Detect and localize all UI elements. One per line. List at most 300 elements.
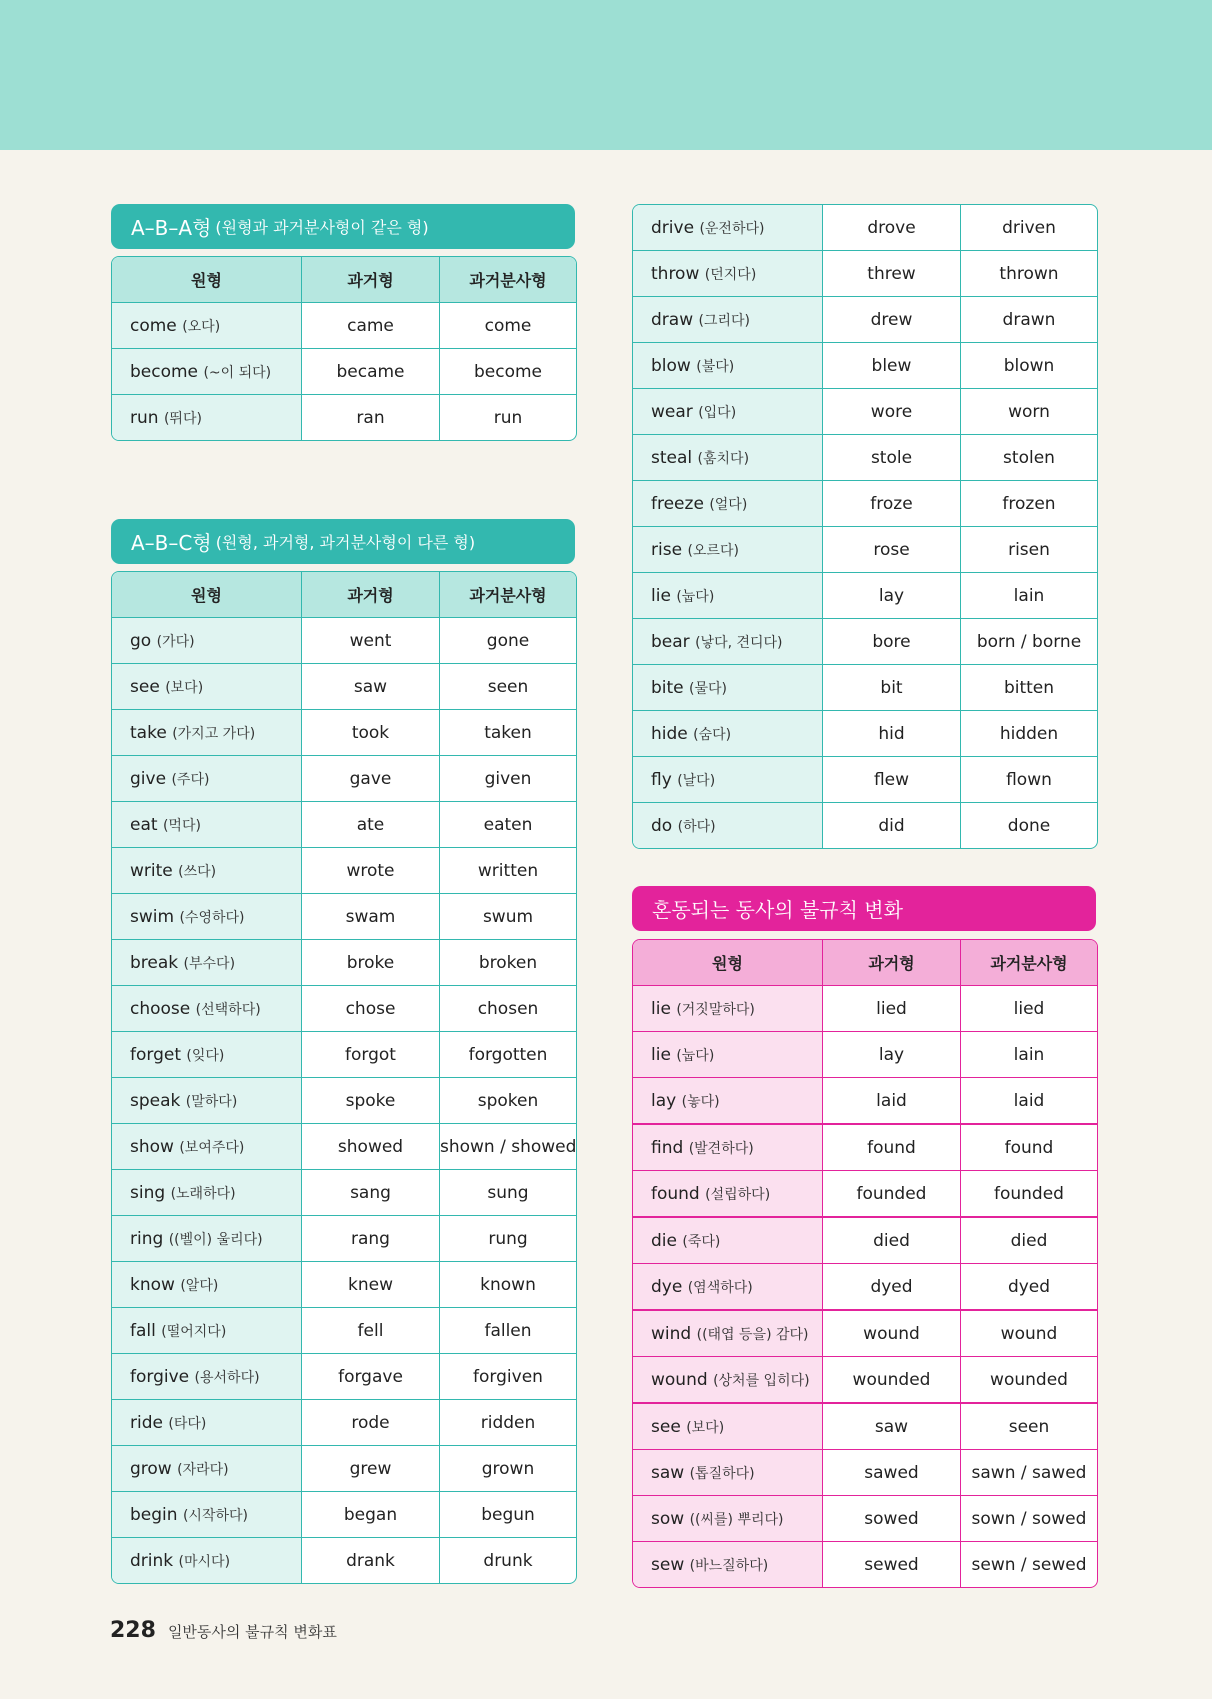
table-row	[633, 1263, 1097, 1309]
past-participle: begun	[439, 1491, 576, 1537]
past-form: chose	[301, 985, 439, 1031]
table-row	[633, 710, 1097, 756]
korean-meaning: (염색하다)	[687, 1279, 753, 1296]
korean-meaning: (먹다)	[162, 817, 201, 834]
base-form: know	[130, 1274, 175, 1295]
table-row	[112, 1307, 576, 1353]
table-row	[112, 302, 576, 348]
past-participle: drunk	[439, 1537, 576, 1583]
base-form: lie	[651, 1044, 671, 1065]
past-form: sang	[301, 1169, 439, 1215]
past-form: blew	[822, 342, 960, 388]
past-form: saw	[822, 1402, 960, 1449]
past-participle: flown	[960, 756, 1097, 802]
past-form: did	[822, 802, 960, 848]
top-banner	[0, 0, 1212, 150]
past-form: laid	[822, 1077, 960, 1123]
table-row	[633, 388, 1097, 434]
base-form: write	[130, 860, 173, 881]
past-form: wrote	[301, 847, 439, 893]
korean-meaning: (마시다)	[178, 1553, 231, 1570]
past-form: founded	[822, 1170, 960, 1216]
table-row	[112, 709, 576, 755]
table-row	[112, 1215, 576, 1261]
table-abc-continued	[632, 204, 1098, 849]
base-form-cell	[633, 572, 822, 618]
korean-meaning: (거짓말하다)	[676, 1001, 755, 1018]
korean-meaning: (하다)	[677, 818, 716, 835]
past-form: found	[822, 1123, 960, 1170]
base-form: rise	[651, 539, 683, 560]
table-row	[112, 893, 576, 939]
past-participle: dyed	[960, 1263, 1097, 1309]
base-form: draw	[651, 309, 694, 330]
table-row	[633, 985, 1097, 1031]
base-form-cell	[112, 1123, 301, 1169]
past-participle: worn	[960, 388, 1097, 434]
base-form: freeze	[651, 493, 704, 514]
past-form: forgave	[301, 1353, 439, 1399]
base-form: hide	[651, 723, 688, 744]
table-row	[633, 756, 1097, 802]
korean-meaning: (놓다)	[681, 1093, 720, 1110]
past-form: gave	[301, 755, 439, 801]
table-row	[112, 1261, 576, 1307]
past-form: bore	[822, 618, 960, 664]
base-form-cell	[633, 1170, 822, 1216]
base-form: find	[651, 1137, 684, 1158]
base-form-cell	[633, 250, 822, 296]
korean-meaning: (떨어지다)	[161, 1323, 227, 1340]
table-row	[112, 1399, 576, 1445]
base-form: bear	[651, 631, 690, 652]
table-row	[112, 939, 576, 985]
table-aba	[111, 256, 577, 441]
past-participle: forgotten	[439, 1031, 576, 1077]
base-form-cell	[112, 1491, 301, 1537]
base-form: die	[651, 1230, 677, 1251]
base-form-cell	[633, 802, 822, 848]
base-form-cell	[112, 801, 301, 847]
section-subtitle-abc: (원형, 과거형, 과거분사형이 다른 형)	[215, 533, 476, 552]
past-form: bit	[822, 664, 960, 710]
korean-meaning: (가지고 가다)	[172, 725, 256, 742]
past-participle: chosen	[439, 985, 576, 1031]
past-participle: found	[960, 1123, 1097, 1170]
base-form-cell	[112, 1307, 301, 1353]
table-row	[633, 572, 1097, 618]
table-row	[633, 802, 1097, 848]
past-form: rode	[301, 1399, 439, 1445]
header-base: 원형	[633, 940, 822, 985]
base-form-cell	[112, 663, 301, 709]
base-form-cell	[633, 342, 822, 388]
past-participle: lain	[960, 572, 1097, 618]
korean-meaning: (숨다)	[693, 726, 732, 743]
table-row	[112, 1491, 576, 1537]
base-form-cell	[633, 388, 822, 434]
base-form-cell	[112, 1215, 301, 1261]
past-form: sowed	[822, 1495, 960, 1541]
table-row	[112, 1353, 576, 1399]
past-form: became	[301, 348, 439, 394]
base-form-cell	[633, 1449, 822, 1495]
past-form: lay	[822, 1031, 960, 1077]
base-form-cell	[633, 480, 822, 526]
past-participle: sewn / sewed	[960, 1541, 1097, 1587]
past-participle: sung	[439, 1169, 576, 1215]
past-participle: drawn	[960, 296, 1097, 342]
table-row	[112, 1123, 576, 1169]
past-participle: shown / showed	[439, 1123, 576, 1169]
base-form-cell	[112, 394, 301, 440]
base-form: forget	[130, 1044, 181, 1065]
past-participle: eaten	[439, 801, 576, 847]
header-past: 과거형	[822, 940, 960, 985]
base-form-cell	[633, 710, 822, 756]
table-row	[112, 663, 576, 709]
past-participle: broken	[439, 939, 576, 985]
korean-meaning: (불다)	[696, 358, 735, 375]
table-row	[633, 1031, 1097, 1077]
korean-meaning: (오르다)	[687, 542, 739, 559]
section-title-aba: A–B–A형	[131, 216, 212, 240]
past-participle: gone	[439, 617, 576, 663]
past-form: drank	[301, 1537, 439, 1583]
past-participle: forgiven	[439, 1353, 576, 1399]
base-form: take	[130, 722, 167, 743]
past-form: went	[301, 617, 439, 663]
past-form: showed	[301, 1123, 439, 1169]
past-form: came	[301, 302, 439, 348]
table-row	[112, 1445, 576, 1491]
table-row	[633, 1541, 1097, 1587]
header-base: 원형	[112, 572, 301, 617]
base-form: lie	[651, 998, 671, 1019]
past-form: took	[301, 709, 439, 755]
table-row	[112, 348, 576, 394]
past-participle: seen	[439, 663, 576, 709]
base-form: drive	[651, 217, 695, 238]
base-form-cell	[112, 985, 301, 1031]
base-form-cell	[112, 893, 301, 939]
past-participle: swum	[439, 893, 576, 939]
korean-meaning: (설립하다)	[705, 1186, 771, 1203]
base-form: do	[651, 815, 673, 836]
past-form: began	[301, 1491, 439, 1537]
table-row	[112, 847, 576, 893]
past-form: lay	[822, 572, 960, 618]
table-row	[633, 1309, 1097, 1356]
base-form: break	[130, 952, 179, 973]
past-participle: frozen	[960, 480, 1097, 526]
korean-meaning: (보여주다)	[179, 1139, 245, 1156]
base-form: sew	[651, 1554, 685, 1575]
base-form-cell	[633, 1356, 822, 1402]
base-form-cell	[112, 1537, 301, 1583]
base-form: sing	[130, 1182, 166, 1203]
past-form: grew	[301, 1445, 439, 1491]
base-form: found	[651, 1183, 700, 1204]
table-row	[633, 1449, 1097, 1495]
header-base: 원형	[112, 257, 301, 302]
table-row	[633, 1356, 1097, 1402]
page-footer	[110, 1618, 337, 1643]
past-participle: sawn / sawed	[960, 1449, 1097, 1495]
korean-meaning: ((태엽 등을) 감다)	[696, 1326, 809, 1343]
section-subtitle-aba: (원형과 과거분사형이 같은 형)	[215, 218, 429, 237]
base-form: lie	[651, 585, 671, 606]
base-form-cell	[633, 1402, 822, 1449]
base-form: eat	[130, 814, 158, 835]
past-participle: grown	[439, 1445, 576, 1491]
table-row	[633, 480, 1097, 526]
past-participle: sown / sowed	[960, 1495, 1097, 1541]
base-form: fly	[651, 769, 672, 790]
korean-meaning: ((씨를) 뿌리다)	[689, 1511, 784, 1528]
base-form: grow	[130, 1458, 172, 1479]
table-row	[112, 1031, 576, 1077]
table-row	[112, 1537, 576, 1583]
header-past-participle: 과거분사형	[439, 257, 576, 302]
korean-meaning: (보다)	[165, 679, 204, 696]
past-participle: fallen	[439, 1307, 576, 1353]
base-form-cell	[112, 617, 301, 663]
base-form-cell	[633, 618, 822, 664]
past-form: flew	[822, 756, 960, 802]
base-form: see	[130, 676, 160, 697]
table-abc	[111, 571, 577, 1584]
korean-meaning: (자라다)	[177, 1461, 229, 1478]
korean-meaning: ((벨이) 울리다)	[168, 1231, 263, 1248]
base-form: run	[130, 407, 159, 428]
past-form: sewed	[822, 1541, 960, 1587]
korean-meaning: (타다)	[168, 1415, 207, 1432]
korean-meaning: (쓰다)	[178, 863, 217, 880]
past-participle: rung	[439, 1215, 576, 1261]
table-row	[633, 1216, 1097, 1263]
past-form: broke	[301, 939, 439, 985]
korean-meaning: (입다)	[698, 404, 737, 421]
base-form-cell	[633, 1077, 822, 1123]
past-form: rang	[301, 1215, 439, 1261]
past-form: hid	[822, 710, 960, 756]
base-form-cell	[112, 1031, 301, 1077]
base-form: begin	[130, 1504, 178, 1525]
base-form-cell	[633, 1495, 822, 1541]
table-row	[633, 342, 1097, 388]
past-form: wound	[822, 1309, 960, 1356]
base-form-cell	[112, 1077, 301, 1123]
header-past-participle: 과거분사형	[439, 572, 576, 617]
base-form-cell	[112, 302, 301, 348]
base-form-cell	[633, 1309, 822, 1356]
base-form-cell	[112, 1261, 301, 1307]
base-form-cell	[633, 205, 822, 250]
header-past: 과거형	[301, 257, 439, 302]
past-form: swam	[301, 893, 439, 939]
base-form: speak	[130, 1090, 181, 1111]
korean-meaning: (수영하다)	[179, 909, 245, 926]
past-form: knew	[301, 1261, 439, 1307]
past-form: spoke	[301, 1077, 439, 1123]
past-participle: done	[960, 802, 1097, 848]
table-header-row	[633, 940, 1097, 985]
table-row	[633, 434, 1097, 480]
base-form: show	[130, 1136, 174, 1157]
korean-meaning: (오다)	[182, 318, 221, 335]
table-row	[633, 1495, 1097, 1541]
korean-meaning: (선택하다)	[195, 1001, 261, 1018]
table-row	[112, 617, 576, 663]
base-form: see	[651, 1416, 681, 1437]
past-participle: known	[439, 1261, 576, 1307]
table-row	[633, 618, 1097, 664]
past-form: fell	[301, 1307, 439, 1353]
past-participle: blown	[960, 342, 1097, 388]
past-participle: come	[439, 302, 576, 348]
base-form-cell	[633, 1216, 822, 1263]
section-header-aba	[111, 204, 575, 249]
section-header-abc	[111, 519, 575, 564]
past-form: ran	[301, 394, 439, 440]
base-form: saw	[651, 1462, 685, 1483]
base-form: choose	[130, 998, 191, 1019]
table-row	[633, 1402, 1097, 1449]
korean-meaning: (보다)	[686, 1419, 725, 1436]
table-row	[112, 755, 576, 801]
base-form: forgive	[130, 1366, 190, 1387]
base-form-cell	[112, 755, 301, 801]
korean-meaning: (주다)	[171, 771, 210, 788]
korean-meaning: (낳다, 견디다)	[695, 634, 783, 651]
korean-meaning: (얼다)	[709, 496, 748, 513]
table-header-row	[112, 257, 576, 302]
past-participle: born / borne	[960, 618, 1097, 664]
past-form: wore	[822, 388, 960, 434]
past-participle: laid	[960, 1077, 1097, 1123]
table-row	[633, 1170, 1097, 1216]
past-participle: lain	[960, 1031, 1097, 1077]
base-form-cell	[633, 985, 822, 1031]
past-participle: driven	[960, 205, 1097, 250]
base-form-cell	[633, 296, 822, 342]
past-participle: given	[439, 755, 576, 801]
table-header-row	[112, 572, 576, 617]
base-form: drink	[130, 1550, 174, 1571]
base-form-cell	[112, 1353, 301, 1399]
base-form-cell	[633, 1123, 822, 1170]
header-past-participle: 과거분사형	[960, 940, 1097, 985]
past-form: wounded	[822, 1356, 960, 1402]
table-row	[112, 985, 576, 1031]
table-row	[633, 205, 1097, 250]
past-form: rose	[822, 526, 960, 572]
past-participle: spoken	[439, 1077, 576, 1123]
table-row	[633, 526, 1097, 572]
past-participle: become	[439, 348, 576, 394]
korean-meaning: (던지다)	[704, 266, 757, 283]
base-form-cell	[633, 1263, 822, 1309]
korean-meaning: (눕다)	[676, 588, 715, 605]
korean-meaning: (뛰다)	[163, 410, 202, 427]
korean-meaning: (죽다)	[682, 1233, 721, 1250]
section-title-abc: A–B–C형	[131, 531, 212, 555]
base-form: come	[130, 315, 177, 336]
past-form: stole	[822, 434, 960, 480]
past-participle: wound	[960, 1309, 1097, 1356]
base-form-cell	[633, 756, 822, 802]
base-form-cell	[112, 1445, 301, 1491]
past-form: froze	[822, 480, 960, 526]
past-form: ate	[301, 801, 439, 847]
past-participle: founded	[960, 1170, 1097, 1216]
base-form-cell	[633, 1541, 822, 1587]
korean-meaning: (물다)	[689, 680, 728, 697]
korean-meaning: (발견하다)	[688, 1140, 754, 1157]
korean-meaning: (잊다)	[186, 1047, 225, 1064]
base-form: ring	[130, 1228, 164, 1249]
past-participle: run	[439, 394, 576, 440]
table-row	[112, 394, 576, 440]
base-form: go	[130, 630, 152, 651]
korean-meaning: (날다)	[677, 772, 716, 789]
base-form: blow	[651, 355, 691, 376]
base-form-cell	[633, 664, 822, 710]
past-participle: lied	[960, 985, 1097, 1031]
section-title-confusing: 혼동되는 동사의 불규칙 변화	[652, 898, 903, 922]
base-form: fall	[130, 1320, 156, 1341]
korean-meaning: (톱질하다)	[689, 1465, 755, 1482]
base-form-cell	[112, 709, 301, 755]
korean-meaning: (운전하다)	[699, 220, 765, 237]
past-participle: died	[960, 1216, 1097, 1263]
base-form-cell	[112, 847, 301, 893]
past-form: drove	[822, 205, 960, 250]
korean-meaning: (노래하다)	[170, 1185, 236, 1202]
table-confusing	[632, 939, 1098, 1588]
past-form: lied	[822, 985, 960, 1031]
footer-title: 일반동사의 불규칙 변화표	[167, 1623, 337, 1641]
base-form-cell	[112, 1169, 301, 1215]
table-row	[633, 250, 1097, 296]
base-form: swim	[130, 906, 175, 927]
korean-meaning: (시작하다)	[182, 1507, 248, 1524]
base-form: become	[130, 361, 199, 382]
past-participle: wounded	[960, 1356, 1097, 1402]
past-form: dyed	[822, 1263, 960, 1309]
korean-meaning: (부수다)	[183, 955, 236, 972]
past-form: threw	[822, 250, 960, 296]
korean-meaning: (용서하다)	[194, 1369, 260, 1386]
table-row	[633, 1077, 1097, 1123]
korean-meaning: (알다)	[180, 1277, 219, 1294]
table-row	[633, 296, 1097, 342]
table-row	[633, 1123, 1097, 1170]
past-form: saw	[301, 663, 439, 709]
past-participle: hidden	[960, 710, 1097, 756]
base-form: steal	[651, 447, 693, 468]
past-form: drew	[822, 296, 960, 342]
past-participle: taken	[439, 709, 576, 755]
past-participle: seen	[960, 1402, 1097, 1449]
base-form: give	[130, 768, 167, 789]
base-form-cell	[112, 1399, 301, 1445]
table-row	[112, 801, 576, 847]
table-row	[633, 664, 1097, 710]
base-form: wound	[651, 1369, 708, 1390]
korean-meaning: (눕다)	[676, 1047, 715, 1064]
